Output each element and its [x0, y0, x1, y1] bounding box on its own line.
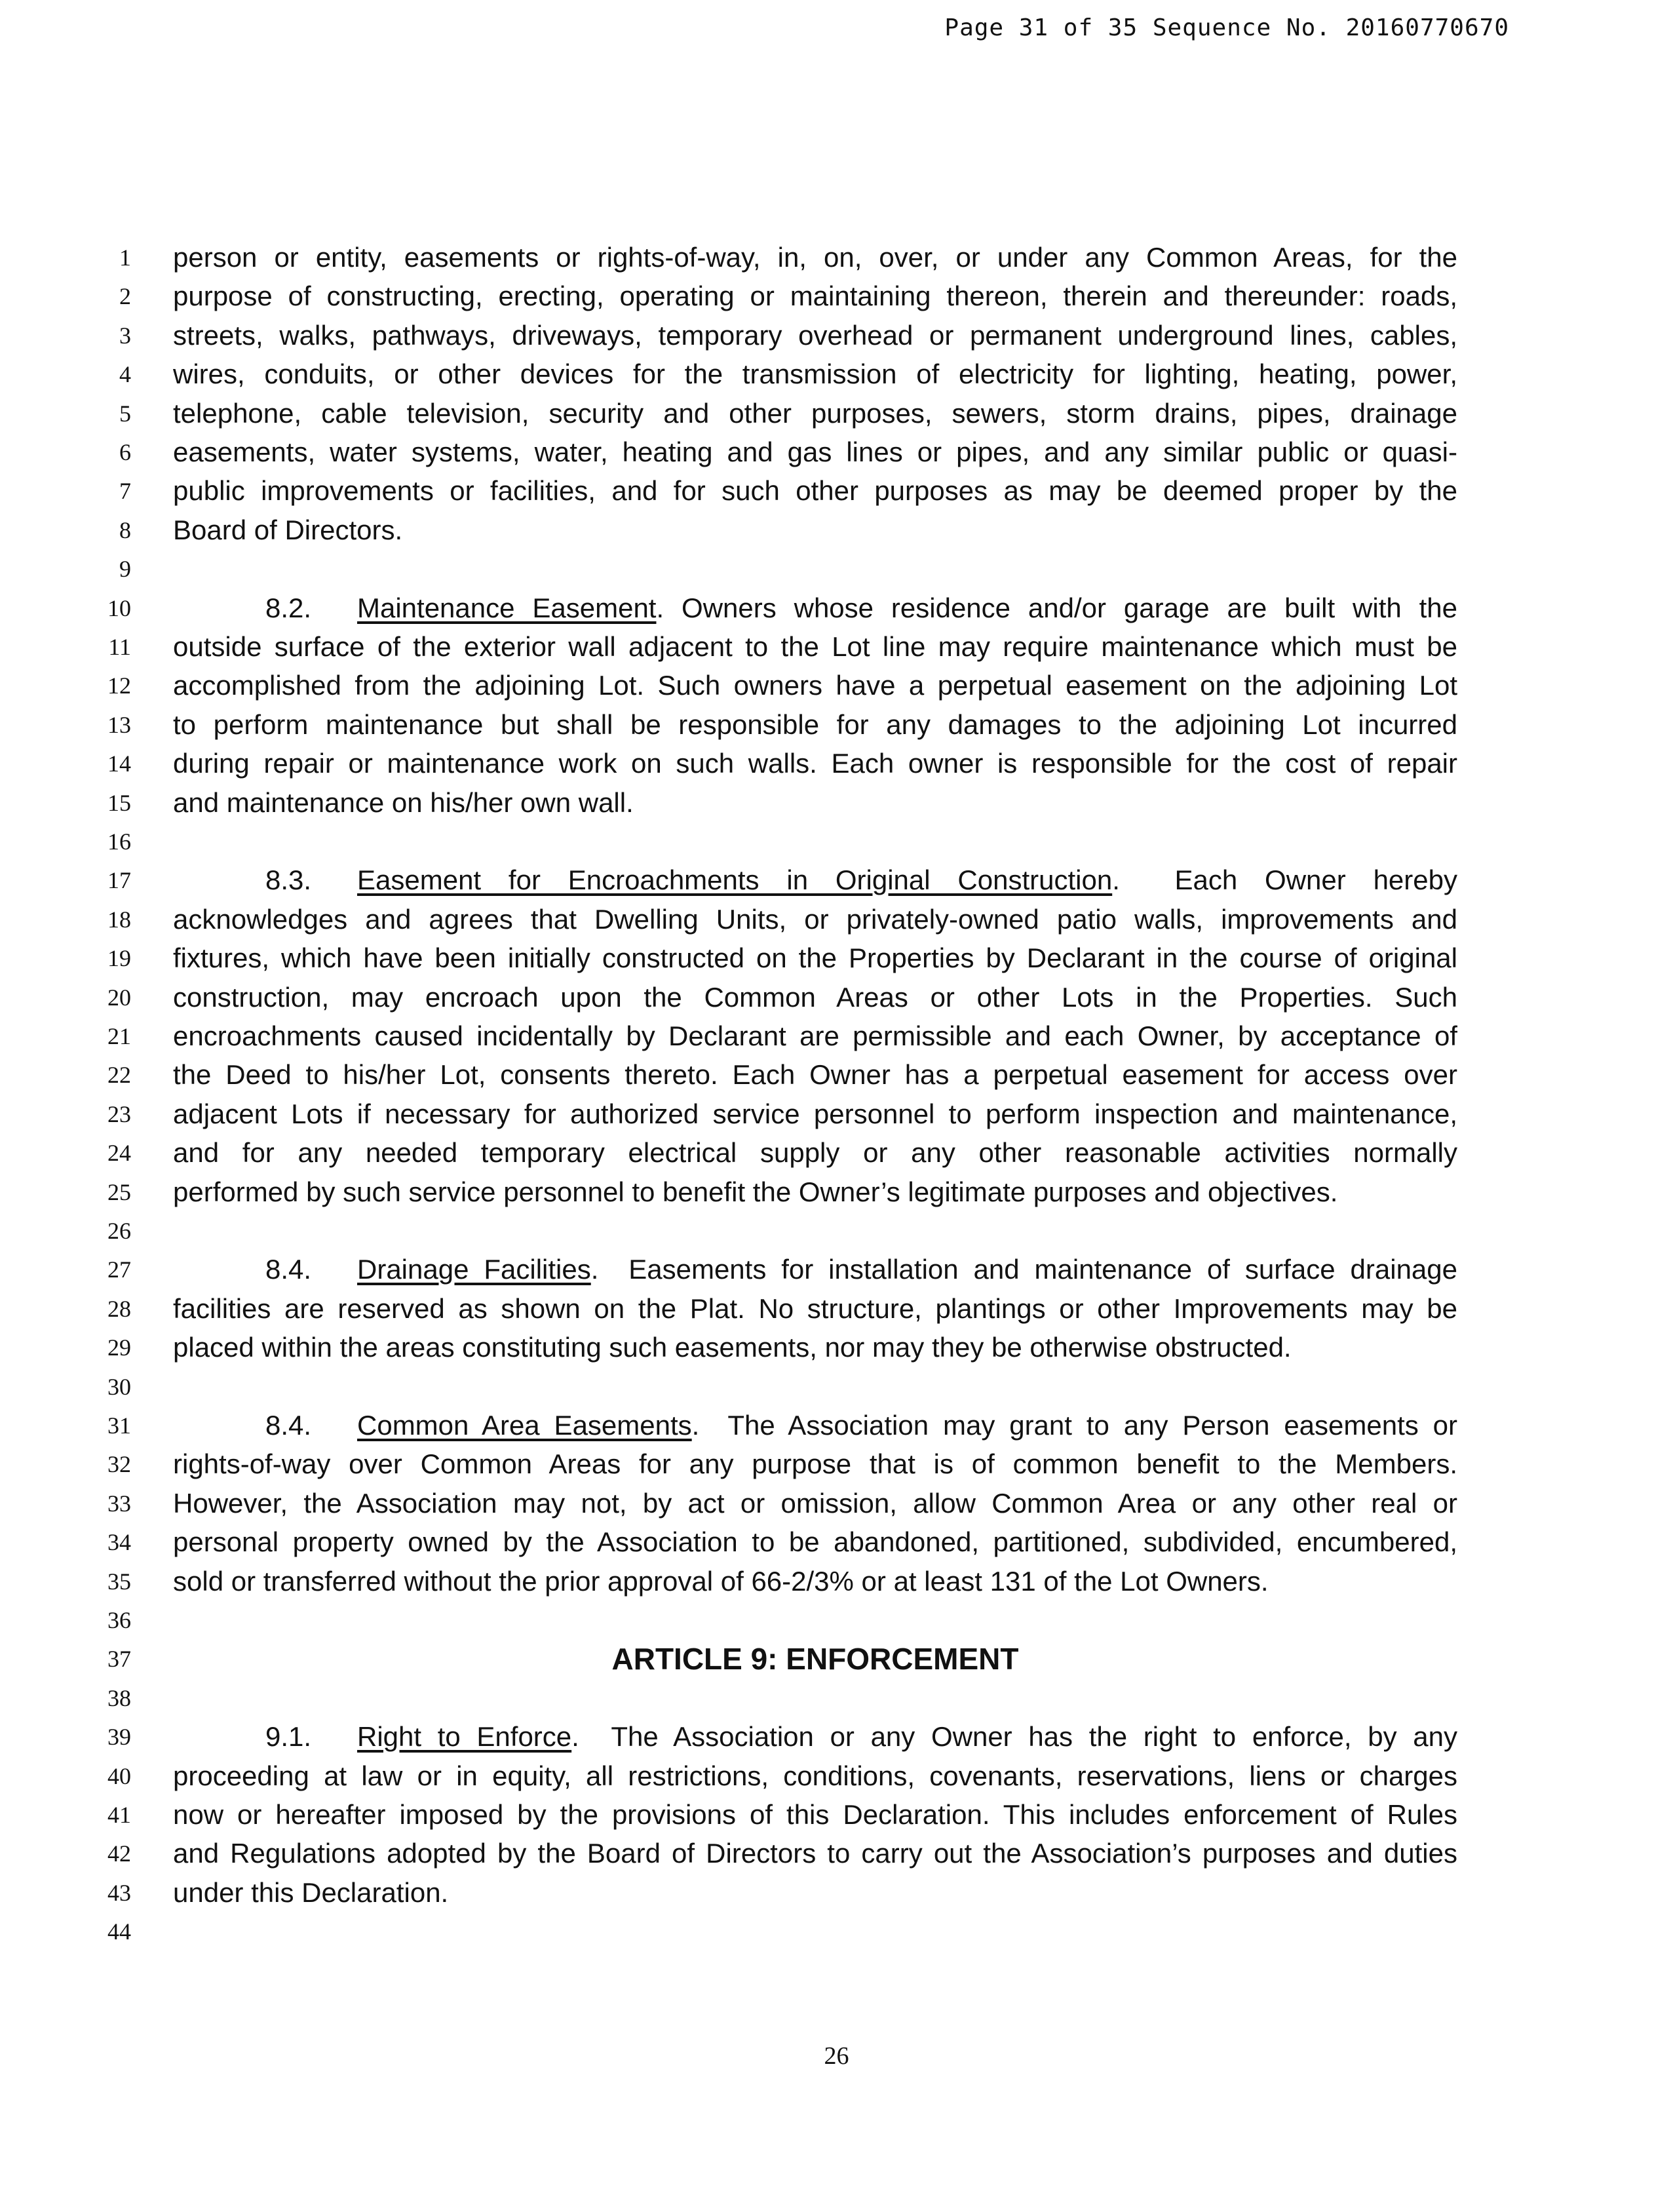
section-title: Easement for Encroachments in Original Construction: [357, 864, 1113, 896]
section-title: Right to Enforce: [357, 1721, 572, 1753]
line-text: outside surface of the exterior wall adjacent to the Lot line may require maintenance which must be: [173, 631, 1457, 662]
line-text: accomplished from the adjoining Lot. Such owners have a perpetual easement on the adjoining Lot: [173, 670, 1457, 701]
document-line: [0, 1367, 1673, 1407]
line-text: adjacent Lots if necessary for authorized service personnel to perform inspection and maintenance,: [173, 1098, 1457, 1129]
line-text: Board of Directors.: [173, 514, 403, 545]
section-text: The Association or any Owner has the right to enforce, by any: [579, 1721, 1457, 1753]
article-heading: ARTICLE 9: ENFORCEMENT: [611, 1642, 1019, 1677]
line-number: 4: [119, 361, 131, 388]
line-number: 16: [107, 828, 131, 855]
line-number: 12: [107, 672, 131, 699]
line-number: 40: [107, 1762, 131, 1789]
line-text: telephone, cable television, security and other purposes, sewers, storm drains, pipes, drainage: [173, 397, 1457, 429]
line-number: 36: [107, 1607, 131, 1633]
document-line: [0, 1055, 1673, 1095]
section-title: Drainage Facilities: [357, 1254, 591, 1285]
section-title-punctuation: .: [1112, 864, 1120, 896]
section-title-punctuation: .: [656, 592, 664, 623]
line-number: 26: [107, 1218, 131, 1244]
section-text: Owners whose residence and/or garage are built with the: [664, 592, 1457, 623]
document-line: [0, 1484, 1673, 1523]
line-number: 38: [107, 1684, 131, 1711]
line-text: streets, walks, pathways, driveways, temporary overhead or permanent underground lines, cables,: [173, 319, 1457, 351]
section-text: Easements for installation and maintenance of surface drainage: [598, 1254, 1457, 1285]
document-line: [0, 238, 1673, 277]
line-number: 37: [107, 1646, 131, 1673]
document-line: [0, 1406, 1673, 1445]
line-number: 28: [107, 1295, 131, 1322]
document-line: [0, 1912, 1673, 1951]
document-line: [0, 1289, 1673, 1329]
line-number: 25: [107, 1178, 131, 1205]
document-line: [0, 1795, 1673, 1834]
line-text: rights-of-way over Common Areas for any purpose that is of common benefit to the Members.: [173, 1448, 1457, 1480]
section-title-punctuation: .: [590, 1254, 599, 1285]
line-number: 3: [119, 322, 131, 349]
line-text: sold or transferred without the prior approval of 66-2/3% or at least 131 of the Lot Owners.: [173, 1565, 1269, 1597]
line-number: 17: [107, 867, 131, 894]
document-line: [0, 1834, 1673, 1873]
line-text: public improvements or facilities, and for such other purposes as may be deemed proper by the: [173, 475, 1457, 507]
document-line: [0, 978, 1673, 1017]
line-text: purpose of constructing, erecting, operating or maintaining thereon, therein and thereunder: roads,: [173, 281, 1457, 312]
line-text: fixtures, which have been initially constructed on the Properties by Declarant in the course of original: [173, 942, 1457, 974]
document-line: [0, 1717, 1673, 1756]
document-line: [0, 1873, 1673, 1912]
document-line: [0, 511, 1673, 550]
line-number: 43: [107, 1879, 131, 1906]
document-line: [0, 1211, 1673, 1251]
line-text: now or hereafter imposed by the provisions of this Declaration. This includes enforcement of Rules: [173, 1799, 1457, 1830]
line-number: 34: [107, 1529, 131, 1556]
document-line: [0, 316, 1673, 355]
document-line: [0, 1328, 1673, 1367]
section-title: Common Area Easements: [357, 1410, 692, 1441]
document-line: [0, 1678, 1673, 1718]
document-line: [0, 1523, 1673, 1562]
section-first-line: [265, 1250, 1457, 1289]
line-text: acknowledges and agrees that Dwelling Units, or privately-owned patio walls, improvements and: [173, 903, 1457, 935]
document-line: [0, 1173, 1673, 1212]
document-line: [0, 471, 1673, 511]
document-line: [0, 627, 1673, 667]
line-text: easements, water systems, water, heating and gas lines or pipes, and any similar public or quasi-: [173, 437, 1457, 467]
page-header: Page 31 of 35 Sequence No. 20160770670: [944, 14, 1509, 41]
line-number: 11: [108, 634, 131, 660]
section-text: Each Owner hereby: [1119, 864, 1457, 896]
line-number: 19: [107, 945, 131, 972]
line-number: 22: [107, 1062, 131, 1089]
document-line: [0, 822, 1673, 861]
document-line: [0, 1445, 1673, 1484]
document-line: [0, 1095, 1673, 1134]
section-first-line: [265, 589, 1457, 628]
section-text: The Association may grant to any Person easements or: [699, 1410, 1457, 1441]
line-number: 10: [107, 594, 131, 621]
line-text: and Regulations adopted by the Board of Directors to carry out the Association’s purposes and duties: [173, 1838, 1457, 1869]
line-number: 13: [107, 711, 131, 738]
line-text: the Deed to his/her Lot, consents thereto. Each Owner has a perpetual easement for access over: [173, 1059, 1457, 1091]
line-number: 1: [119, 244, 131, 271]
line-number: 9: [119, 556, 131, 583]
section-number: 9.1.: [265, 1721, 312, 1753]
document-line: [0, 394, 1673, 433]
page-number: 26: [824, 2042, 849, 2070]
document-line: [0, 939, 1673, 978]
document-line: [0, 783, 1673, 823]
document-line: [0, 355, 1673, 394]
document-line: [0, 1601, 1673, 1640]
line-number: 5: [119, 400, 131, 427]
line-text: construction, may encroach upon the Common Areas or other Lots in the Properties. Such: [173, 981, 1457, 1013]
section-first-line: [265, 1406, 1457, 1445]
section-first-line: [265, 1717, 1457, 1756]
line-text: performed by such service personnel to benefit the Owner’s legitimate purposes and objectives.: [173, 1176, 1338, 1207]
section-number: 8.4.: [265, 1254, 312, 1285]
document-line: [0, 1562, 1673, 1601]
line-number: 30: [107, 1373, 131, 1400]
line-text: encroachments caused incidentally by Declarant are permissible and each Owner, by acceptance of: [173, 1020, 1457, 1051]
line-number: 21: [107, 1023, 131, 1049]
section-title-punctuation: .: [691, 1410, 700, 1441]
document-line: [0, 1017, 1673, 1056]
line-text: to perform maintenance but shall be responsible for any damages to the adjoining Lot incurred: [173, 708, 1457, 740]
line-text: placed within the areas constituting such easements, nor may they be otherwise obstructed.: [173, 1332, 1292, 1363]
line-number: 35: [107, 1568, 131, 1595]
document-line: [0, 277, 1673, 316]
line-text: personal property owned by the Association to be abandoned, partitioned, subdivided, encumbered,: [173, 1526, 1457, 1558]
document-line: [0, 549, 1673, 589]
line-number: 31: [107, 1412, 131, 1439]
section-number: 8.2.: [265, 592, 312, 623]
line-number: 20: [107, 984, 131, 1011]
line-number: 39: [107, 1724, 131, 1751]
line-number: 15: [107, 789, 131, 816]
document-line: [0, 900, 1673, 939]
line-number: 8: [119, 516, 131, 543]
line-number: 6: [119, 439, 131, 465]
line-text: However, the Association may not, by act or omission, allow Common Area or any other real or: [173, 1487, 1457, 1519]
document-line: [0, 1756, 1673, 1796]
line-text: person or entity, easements or rights-of-way, in, on, over, or under any Common Areas, for the: [173, 242, 1457, 273]
line-number: 2: [119, 283, 131, 310]
line-text: facilities are reserved as shown on the Plat. No structure, plantings or other Improvements may be: [173, 1292, 1457, 1324]
line-number: 23: [107, 1100, 131, 1127]
line-text: wires, conduits, or other devices for the transmission of electricity for lighting, heating, power,: [173, 359, 1457, 390]
line-text: under this Declaration.: [173, 1876, 449, 1908]
section-number: 8.4.: [265, 1410, 312, 1441]
section-title: Maintenance Easement: [357, 592, 657, 623]
line-number: 42: [107, 1840, 131, 1867]
line-number: 14: [107, 750, 131, 777]
document-line: [0, 744, 1673, 783]
line-text: and maintenance on his/her own wall.: [173, 786, 634, 818]
document-line: [0, 705, 1673, 745]
line-number: 41: [107, 1802, 131, 1828]
document-line: [0, 433, 1673, 472]
line-number: 7: [119, 478, 131, 505]
line-number: 29: [107, 1334, 131, 1361]
line-text: and for any needed temporary electrical supply or any other reasonable activities normally: [173, 1137, 1457, 1169]
document-line: [0, 1133, 1673, 1173]
line-number: 24: [107, 1140, 131, 1167]
document-line: [0, 1250, 1673, 1289]
line-number: 44: [107, 1918, 131, 1945]
section-number: 8.3.: [265, 864, 312, 896]
document-line: [0, 589, 1673, 628]
line-text: during repair or maintenance work on such walls. Each owner is responsible for the cost of repair: [173, 748, 1457, 779]
section-first-line: [265, 861, 1457, 900]
line-number: 27: [107, 1256, 131, 1283]
line-number: 18: [107, 906, 131, 933]
document-line: [0, 666, 1673, 705]
line-number: 32: [107, 1451, 131, 1478]
document-line: [0, 861, 1673, 900]
document-line: [0, 1639, 1673, 1678]
line-number: 33: [107, 1490, 131, 1517]
line-text: proceeding at law or in equity, all restrictions, conditions, covenants, reservations, liens or charges: [173, 1760, 1457, 1791]
section-title-punctuation: .: [571, 1721, 579, 1753]
